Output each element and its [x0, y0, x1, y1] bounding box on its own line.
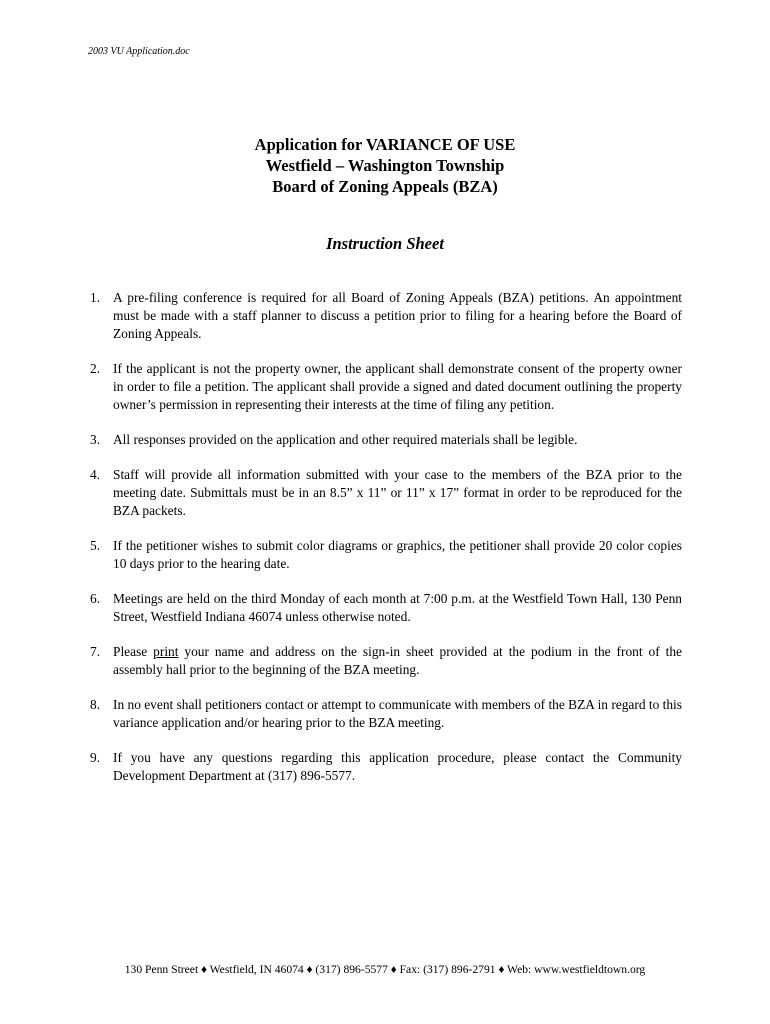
item-text: Meetings are held on the third Monday of each month at 7:00 p.m. at the Westfield Town Hall, 130 Penn Street, Westfield Indiana 46074 unless otherwise noted. [113, 591, 682, 624]
item-number: 9. [90, 750, 101, 765]
list-item [90, 537, 682, 573]
title-line-2: Westfield – Washington Township [265, 156, 505, 175]
title-line-3: Board of Zoning Appeals (BZA) [272, 177, 498, 196]
item-number: 5. [90, 538, 101, 553]
list-item [90, 360, 682, 414]
item-text: If the petitioner wishes to submit color diagrams or graphics, the petitioner shall provide 20 color copies 10 days prior to the hearing date. [113, 538, 682, 571]
file-name-header: 2003 VU Application.doc [88, 46, 190, 57]
list-item [90, 696, 682, 732]
item-text: If you have any questions regarding this application procedure, please contact the Community Development Department at (317) 896-5577. [113, 750, 682, 783]
item-number: 7. [90, 644, 101, 659]
item-number: 1. [90, 290, 101, 305]
item-text: A pre-filing conference is required for all Board of Zoning Appeals (BZA) petitions. An appointment must be made with a staff planner to discuss a petition prior to filing for a hearing before the Board of Zoning Appeals. [113, 290, 682, 341]
item-text-rest: your name and address on the sign-in sheet provided at the podium in the front of the assembly hall prior to the beginning of the BZA meeting. [113, 644, 683, 677]
item-text-pre: Please [113, 644, 154, 659]
item-text: If the applicant is not the property owner, the applicant shall demonstrate consent of the property owner in order to file a petition. The applicant shall provide a signed and dated document outlining the property owner’s permission in representing their interests at the time of filing any petition. [113, 361, 682, 412]
title-line-1: Application for VARIANCE OF USE [254, 135, 516, 154]
document-title [0, 134, 770, 197]
instruction-list [90, 289, 682, 802]
item-text: Staff will provide all information submitted with your case to the members of the BZA prior to the meeting date. Submittals must be in an 8.5” x 11” or 11” x 17” format in order to be reproduced for the BZA packets. [113, 467, 682, 518]
item-number: 3. [90, 432, 101, 447]
item-number: 8. [90, 697, 101, 712]
list-item [90, 749, 682, 785]
item-text: In no event shall petitioners contact or attempt to communicate with members of the BZA in regard to this variance application and/or hearing prior to the BZA meeting. [113, 697, 682, 730]
item-number: 2. [90, 361, 101, 376]
document-subtitle: Instruction Sheet [326, 234, 444, 253]
list-item [90, 466, 682, 520]
item-text [113, 644, 682, 677]
list-item [90, 431, 682, 449]
list-item [90, 590, 682, 626]
item-number: 4. [90, 467, 101, 482]
item-text: All responses provided on the application and other required materials shall be legible. [113, 432, 578, 447]
list-item [90, 643, 682, 679]
underlined-word: print [153, 644, 179, 659]
footer-contact: 130 Penn Street ♦ Westfield, IN 46074 ♦ (317) 896-5577 ♦ Fax: (317) 896-2791 ♦ Web: www.westfieldtown.org [124, 963, 646, 976]
item-number: 6. [90, 591, 101, 606]
list-item [90, 289, 682, 343]
